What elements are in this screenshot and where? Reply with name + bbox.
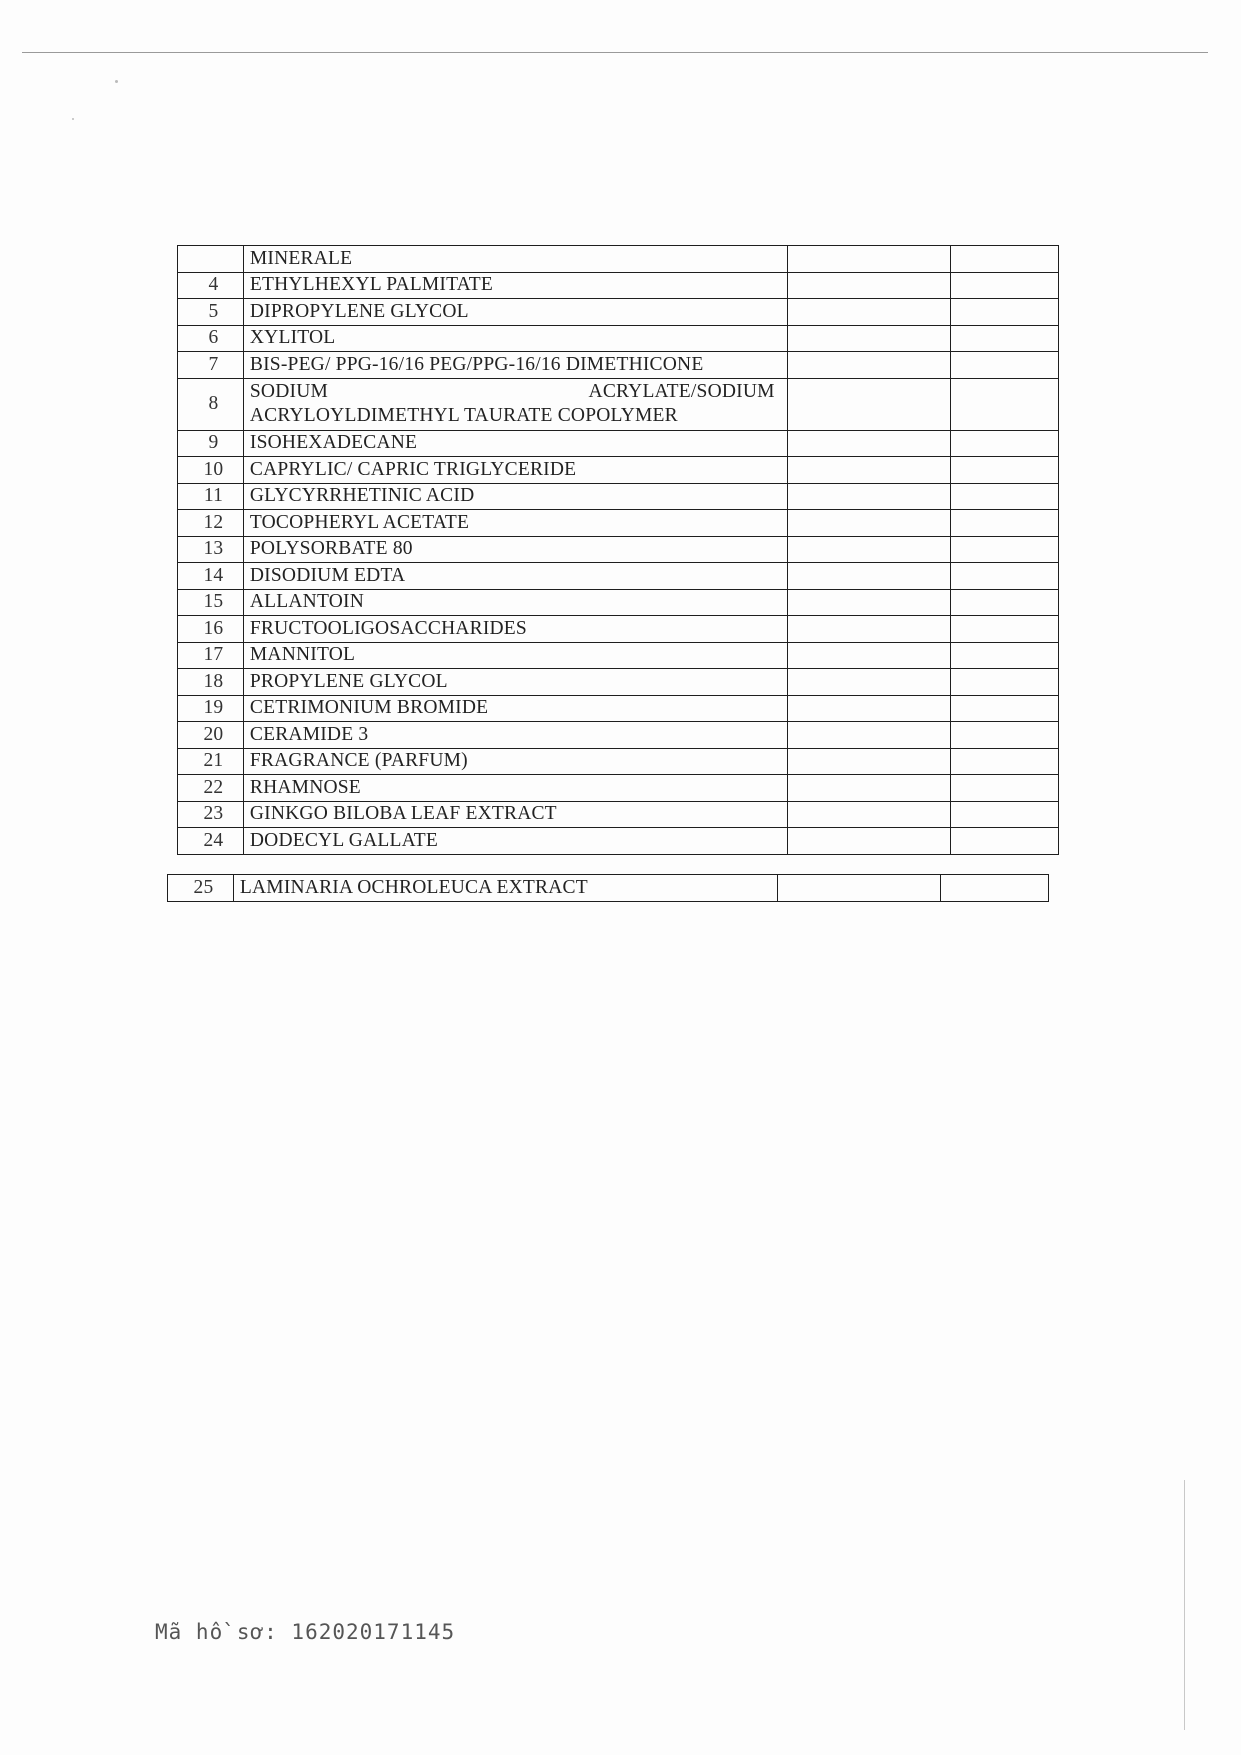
table-row (178, 616, 1059, 643)
empty-cell (951, 748, 1059, 775)
row-number: 18 (178, 669, 244, 696)
empty-cell (951, 510, 1059, 537)
empty-cell (787, 748, 951, 775)
empty-cell (951, 483, 1059, 510)
ingredient-name (243, 378, 787, 430)
table-row (178, 246, 1059, 273)
empty-cell (951, 325, 1059, 352)
table-row (178, 299, 1059, 326)
row-number: 17 (178, 642, 244, 669)
empty-cell (787, 299, 951, 326)
table-row (178, 325, 1059, 352)
ingredient-name: FRUCTOOLIGOSACCHARIDES (243, 616, 787, 643)
empty-cell (787, 563, 951, 590)
ingredient-name: CAPRYLIC/ CAPRIC TRIGLYCERIDE (243, 457, 787, 484)
ingredient-name: BIS-PEG/ PPG-16/16 PEG/PPG-16/16 DIMETHICONE (243, 352, 787, 379)
scan-speck (72, 118, 74, 120)
empty-cell (951, 536, 1059, 563)
row-number: 9 (178, 430, 244, 457)
row-number: 13 (178, 536, 244, 563)
row-number: 20 (178, 722, 244, 749)
row-number (178, 246, 244, 273)
empty-cell (787, 510, 951, 537)
empty-cell (787, 352, 951, 379)
empty-cell (787, 801, 951, 828)
empty-cell (951, 457, 1059, 484)
table-row (178, 352, 1059, 379)
row-number: 21 (178, 748, 244, 775)
empty-cell (787, 378, 951, 430)
ingredients-table-bottom (167, 874, 1049, 902)
ingredient-name: MANNITOL (243, 642, 787, 669)
empty-cell (951, 642, 1059, 669)
table-row (178, 801, 1059, 828)
empty-cell (787, 775, 951, 802)
ingredient-name-line1 (250, 380, 787, 404)
table-row (178, 378, 1059, 430)
ingredient-name: ETHYLHEXYL PALMITATE (243, 272, 787, 299)
ingredient-name: GINKGO BILOBA LEAF EXTRACT (243, 801, 787, 828)
table-row (178, 510, 1059, 537)
empty-cell (951, 616, 1059, 643)
row-number: 24 (178, 828, 244, 855)
table-row (178, 642, 1059, 669)
empty-cell (787, 695, 951, 722)
empty-cell (951, 722, 1059, 749)
row-number: 8 (178, 378, 244, 430)
row-number: 4 (178, 272, 244, 299)
row-number: 25 (168, 875, 234, 902)
empty-cell (787, 589, 951, 616)
ingredients-table (177, 245, 1059, 855)
ingredient-name: RHAMNOSE (243, 775, 787, 802)
empty-cell (951, 589, 1059, 616)
empty-cell (787, 828, 951, 855)
scan-edge-line (1184, 1480, 1185, 1730)
ingredient-name: TOCOPHERYL ACETATE (243, 510, 787, 537)
empty-cell (951, 299, 1059, 326)
empty-cell (941, 875, 1049, 902)
empty-cell (951, 695, 1059, 722)
ingredient-name: XYLITOL (243, 325, 787, 352)
empty-cell (787, 642, 951, 669)
document-code: Mã hồ sơ: 162020171145 (155, 1620, 456, 1644)
table-row (178, 272, 1059, 299)
table-row (178, 457, 1059, 484)
table-row (178, 589, 1059, 616)
row-number: 12 (178, 510, 244, 537)
row-number: 7 (178, 352, 244, 379)
table-row (178, 722, 1059, 749)
empty-cell (787, 669, 951, 696)
empty-cell (787, 457, 951, 484)
ingredient-name: LAMINARIA OCHROLEUCA EXTRACT (233, 875, 777, 902)
empty-cell (777, 875, 941, 902)
ingredient-name: DIPROPYLENE GLYCOL (243, 299, 787, 326)
ingredient-name-line2: ACRYLOYLDIMETHYL TAURATE COPOLYMER (249, 405, 678, 426)
scan-speck (115, 80, 118, 83)
row-number: 5 (178, 299, 244, 326)
ingredient-name: FRAGRANCE (PARFUM) (243, 748, 787, 775)
empty-cell (951, 563, 1059, 590)
ingredient-name: CERAMIDE 3 (243, 722, 787, 749)
empty-cell (951, 430, 1059, 457)
header-divider (22, 52, 1208, 53)
ingredient-name: POLYSORBATE 80 (243, 536, 787, 563)
empty-cell (951, 801, 1059, 828)
table-row (178, 430, 1059, 457)
empty-cell (951, 378, 1059, 430)
row-number: 23 (178, 801, 244, 828)
ingredient-name: CETRIMONIUM BROMIDE (243, 695, 787, 722)
table-row (178, 563, 1059, 590)
empty-cell (951, 828, 1059, 855)
table-row (178, 483, 1059, 510)
table-row (178, 748, 1059, 775)
table-row (178, 536, 1059, 563)
ingredient-name-part: SODIUM (249, 381, 329, 402)
empty-cell (787, 536, 951, 563)
table-row (168, 875, 1049, 902)
ingredient-name: MINERALE (243, 246, 787, 273)
ingredient-name: DISODIUM EDTA (243, 563, 787, 590)
row-number: 16 (178, 616, 244, 643)
empty-cell (787, 483, 951, 510)
empty-cell (951, 246, 1059, 273)
empty-cell (787, 430, 951, 457)
ingredient-name: ALLANTOIN (243, 589, 787, 616)
ingredient-name: PROPYLENE GLYCOL (243, 669, 787, 696)
ingredient-name: GLYCYRRHETINIC ACID (243, 483, 787, 510)
empty-cell (951, 352, 1059, 379)
empty-cell (787, 616, 951, 643)
row-number: 11 (178, 483, 244, 510)
empty-cell (787, 325, 951, 352)
ingredient-name-part: ACRYLATE/SODIUM (588, 381, 775, 402)
row-number: 22 (178, 775, 244, 802)
table-row (178, 775, 1059, 802)
ingredient-name: ISOHEXADECANE (243, 430, 787, 457)
row-number: 14 (178, 563, 244, 590)
row-number: 10 (178, 457, 244, 484)
empty-cell (787, 272, 951, 299)
empty-cell (951, 669, 1059, 696)
row-number: 19 (178, 695, 244, 722)
row-number: 6 (178, 325, 244, 352)
empty-cell (951, 775, 1059, 802)
ingredient-name: DODECYL GALLATE (243, 828, 787, 855)
table-row (178, 669, 1059, 696)
empty-cell (787, 722, 951, 749)
empty-cell (787, 246, 951, 273)
row-number: 15 (178, 589, 244, 616)
table-row (178, 695, 1059, 722)
table-row (178, 828, 1059, 855)
empty-cell (951, 272, 1059, 299)
